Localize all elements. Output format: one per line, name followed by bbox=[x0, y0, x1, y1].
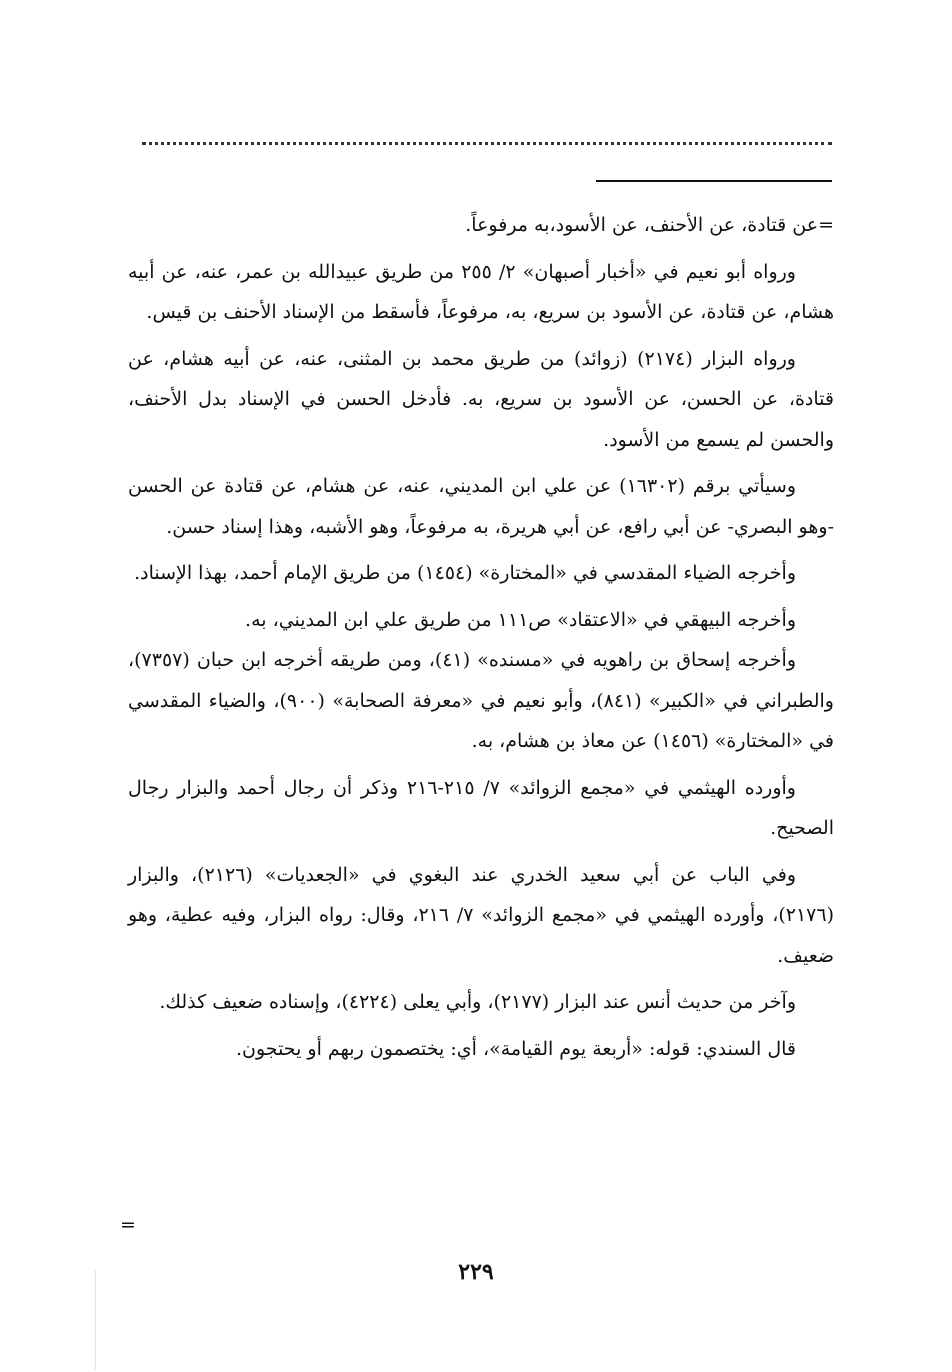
paragraph-ishaq: وأخرجه إسحاق بن راهويه في «مسنده» (٤١)، ومن طريقه أخرجه ابن حبان (٧٣٥٧)، والطبراني في «الكبير» (٨٤١)، وأبو نعيم في «معرفة الصحابة» (٩٠٠)، والضياء المقدسي في «المختارة» (١٤٥٦) عن معاذ بن هشام، به. bbox=[128, 649, 834, 752]
page-number: ٢٢٩ bbox=[458, 1259, 494, 1285]
paragraph-bazzar: ورواه البزار (٢١٧٤) (زوائد) من طريق محمد بن المثنى، عنه، عن أبيه هشام، عن قتادة، عن الحسن، عن الأسود بن سريع، به. فأدخل الحسن في الإسناد بدل الأحنف، والحسن لم يسمع من الأسود. bbox=[128, 347, 834, 451]
paragraph-sindi: قال السندي: قوله: «أربعة يوم القيامة»، أي: يختصمون ربهم أو يحتجون. bbox=[236, 1037, 796, 1060]
paragraph-bayhaqi: وأخرجه البيهقي في «الاعتقاد» ص١١١ من طريق علي ابن المديني، به. bbox=[245, 608, 796, 631]
footnote-text bbox=[128, 205, 834, 1075]
scan-edge-line bbox=[95, 1270, 96, 1370]
paragraph-16302: وسيأتي برقم (١٦٣٠٢) عن علي ابن المديني، عنه، عن هشام، عن قتادة عن الحسن -وهو البصري- عن أبي رافع، عن أبي هريرة، به مرفوعاً، وهو الأشبه، وهذا إسناد حسن. bbox=[128, 475, 834, 538]
paragraph-diya-maqdisi: وأخرجه الضياء المقدسي في «المختارة» (١٤٥٤) من طريق الإمام أحمد، بهذا الإسناد. bbox=[134, 562, 796, 584]
paragraph-abu-nuaym: ورواه أبو نعيم في «أخبار أصبهان» ٢/ ٢٥٥ من طريق عبيدالله بن عمر، عنه، عن أبيه هشام، عن قتادة، عن الأسود بن سريع، به، مرفوعاً، فأسقط من الإسناد الأحنف بن قيس. bbox=[128, 260, 834, 323]
paragraph-continuation: =عن قتادة، عن الأحنف، عن الأسود،به مرفوعاً. bbox=[465, 214, 834, 236]
footnote-rule bbox=[596, 180, 832, 182]
paragraph-abu-said: وفي الباب عن أبي سعيد الخدري عند البغوي في «الجعديات» (٢١٢٦)، والبزار (٢١٧٦)، وأورده الهيثمي في «مجمع الزوائد» ٧/ ٢١٦، وقال: رواه البزار، وفيه عطية، وهو ضعيف. bbox=[128, 863, 834, 967]
paragraph-anas: وآخر من حديث أنس عند البزار (٢١٧٧)، وأبي يعلى (٤٢٢٤)، وإسناده ضعيف كذلك. bbox=[159, 991, 796, 1013]
continuation-mark: = bbox=[120, 1214, 136, 1236]
paragraph-haythami: وأورده الهيثمي في «مجمع الزوائد» ٧/ ٢١٥-٢١٦ وذكر أن رجال أحمد والبزار رجال الصحيح. bbox=[128, 776, 834, 839]
dotted-separator bbox=[142, 142, 832, 145]
